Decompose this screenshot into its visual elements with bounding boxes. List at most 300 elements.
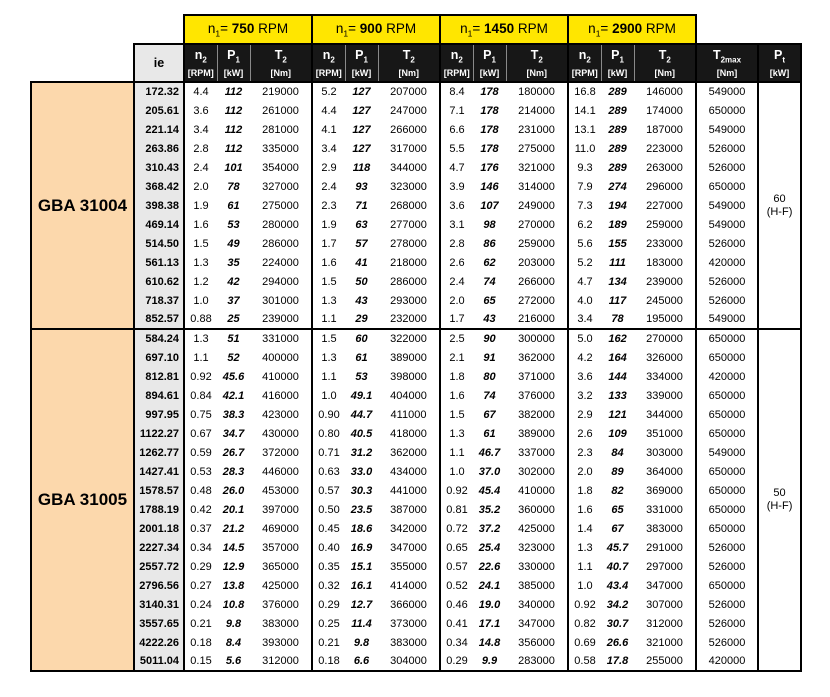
- n2-cell: 8.4: [440, 82, 473, 101]
- t2max-cell: 526000: [696, 158, 758, 177]
- t2-cell: 294000: [250, 272, 312, 291]
- n2-cell: 2.5: [440, 329, 473, 348]
- p1-cell: 84: [601, 443, 634, 462]
- p1-cell: 121: [601, 405, 634, 424]
- n2-cell: 1.1: [312, 310, 345, 329]
- t2-cell: 293000: [378, 291, 440, 310]
- col-header-p1-2900: $P_1$ [kW]: [601, 44, 634, 82]
- table-row: [31, 652, 801, 671]
- t2-cell: 383000: [378, 633, 440, 652]
- col-header-n2-900: $n_2$ [RPM]: [312, 44, 345, 82]
- p1-cell: 78: [217, 177, 250, 196]
- t2-cell: 249000: [506, 196, 568, 215]
- n2-cell: 2.4: [312, 177, 345, 196]
- t2-cell: 322000: [378, 329, 440, 348]
- t2max-cell: 549000: [696, 310, 758, 329]
- n2-cell: 16.8: [568, 82, 601, 101]
- p1-cell: 71: [345, 196, 378, 215]
- t2-cell: 425000: [506, 519, 568, 538]
- t2max-cell: 526000: [696, 595, 758, 614]
- t2-cell: 362000: [378, 443, 440, 462]
- n2-cell: 0.29: [440, 652, 473, 671]
- t2-cell: 372000: [250, 443, 312, 462]
- n2-cell: 0.21: [312, 633, 345, 652]
- table-row: [31, 462, 801, 481]
- p1-cell: 37.0: [473, 462, 506, 481]
- p1-cell: 45.6: [217, 367, 250, 386]
- table-row: [31, 291, 801, 310]
- t2-cell: 469000: [250, 519, 312, 538]
- table-body: [31, 82, 801, 671]
- p1-cell: 26.7: [217, 443, 250, 462]
- n2-cell: 1.6: [440, 386, 473, 405]
- p1-cell: 289: [601, 139, 634, 158]
- ie-ratio-cell: 2557.72: [134, 557, 184, 576]
- ie-ratio-cell: 718.37: [134, 291, 184, 310]
- n2-cell: 1.0: [184, 291, 217, 310]
- t2-cell: 330000: [506, 557, 568, 576]
- t2-cell: 453000: [250, 481, 312, 500]
- n2-cell: 5.2: [568, 253, 601, 272]
- ie-ratio-cell: 2227.34: [134, 538, 184, 557]
- speed-header-1450: $n_1= 1450$ RPM: [440, 15, 568, 44]
- gearbox-rating-table-wrap: [30, 14, 802, 672]
- table-row: [31, 272, 801, 291]
- n2-cell: 7.3: [568, 196, 601, 215]
- n2-cell: 0.92: [440, 481, 473, 500]
- n2-cell: 2.0: [568, 462, 601, 481]
- n2-cell: 0.45: [312, 519, 345, 538]
- spacer-cell: [31, 15, 184, 44]
- table-row: [31, 576, 801, 595]
- t2max-cell: 650000: [696, 329, 758, 348]
- speed-header-row: [31, 15, 801, 44]
- p1-cell: 17.1: [473, 614, 506, 633]
- t2-cell: 385000: [506, 576, 568, 595]
- p1-cell: 61: [473, 424, 506, 443]
- t2-cell: 425000: [250, 576, 312, 595]
- p1-cell: 25.4: [473, 538, 506, 557]
- p1-cell: 111: [601, 253, 634, 272]
- table-row: [31, 367, 801, 386]
- p1-cell: 178: [473, 139, 506, 158]
- table-header: [31, 15, 801, 82]
- t2-cell: 365000: [250, 557, 312, 576]
- p1-cell: 63: [345, 215, 378, 234]
- p1-cell: 43: [345, 291, 378, 310]
- p1-cell: 90: [473, 329, 506, 348]
- t2-cell: 203000: [506, 253, 568, 272]
- n2-cell: 0.34: [184, 538, 217, 557]
- t2max-cell: 549000: [696, 196, 758, 215]
- table-row: [31, 329, 801, 348]
- t2-cell: 335000: [250, 139, 312, 158]
- t2max-cell: 549000: [696, 120, 758, 139]
- t2-cell: 418000: [378, 424, 440, 443]
- p1-cell: 49: [217, 234, 250, 253]
- p1-cell: 178: [473, 82, 506, 101]
- p1-cell: 112: [217, 82, 250, 101]
- n2-cell: 4.2: [568, 348, 601, 367]
- t2max-cell: 526000: [696, 557, 758, 576]
- p1-cell: 53: [345, 367, 378, 386]
- n2-cell: 6.6: [440, 120, 473, 139]
- p1-cell: 194: [601, 196, 634, 215]
- t2-cell: 376000: [250, 595, 312, 614]
- col-header-n2-2900: $n_2$ [RPM]: [568, 44, 601, 82]
- t2-cell: 283000: [506, 652, 568, 671]
- spacer-cell: [31, 44, 134, 82]
- t2-cell: 261000: [250, 101, 312, 120]
- n2-cell: 0.57: [312, 481, 345, 500]
- p1-cell: 74: [473, 272, 506, 291]
- t2-cell: 247000: [378, 101, 440, 120]
- p1-cell: 86: [473, 234, 506, 253]
- p1-cell: 42: [217, 272, 250, 291]
- table-row: [31, 386, 801, 405]
- t2-cell: 297000: [634, 557, 696, 576]
- table-row: [31, 519, 801, 538]
- n2-cell: 5.2: [312, 82, 345, 101]
- n2-cell: 2.3: [568, 443, 601, 462]
- t2-cell: 227000: [634, 196, 696, 215]
- t2-cell: 410000: [250, 367, 312, 386]
- t2-cell: 207000: [378, 82, 440, 101]
- t2max-cell: 526000: [696, 139, 758, 158]
- table-row: [31, 101, 801, 120]
- table-row: [31, 481, 801, 500]
- t2-cell: 369000: [634, 481, 696, 500]
- n2-cell: 2.6: [568, 424, 601, 443]
- t2-cell: 263000: [634, 158, 696, 177]
- col-header-p1-750: $P_1$ [kW]: [217, 44, 250, 82]
- p1-cell: 60: [345, 329, 378, 348]
- n2-cell: 0.48: [184, 481, 217, 500]
- p1-cell: 25: [217, 310, 250, 329]
- ie-ratio-cell: 610.62: [134, 272, 184, 291]
- p1-cell: 49.1: [345, 386, 378, 405]
- ie-ratio-cell: 561.13: [134, 253, 184, 272]
- ie-ratio-cell: 1427.41: [134, 462, 184, 481]
- n2-cell: 1.7: [312, 234, 345, 253]
- t2max-cell: 650000: [696, 101, 758, 120]
- n2-cell: 1.6: [184, 215, 217, 234]
- table-row: [31, 633, 801, 652]
- col-header-ie: ie: [134, 44, 184, 82]
- t2-cell: 259000: [634, 215, 696, 234]
- t2-cell: 233000: [634, 234, 696, 253]
- t2-cell: 321000: [634, 633, 696, 652]
- p1-cell: 40.5: [345, 424, 378, 443]
- ie-ratio-cell: 5011.04: [134, 652, 184, 671]
- speed-header-2900: $n_1= 2900$ RPM: [568, 15, 696, 44]
- t2-cell: 268000: [378, 196, 440, 215]
- n2-cell: 0.53: [184, 462, 217, 481]
- p1-cell: 101: [217, 158, 250, 177]
- n2-cell: 0.29: [184, 557, 217, 576]
- t2-cell: 317000: [378, 139, 440, 158]
- n2-cell: 0.57: [440, 557, 473, 576]
- n2-cell: 1.3: [440, 424, 473, 443]
- n2-cell: 0.18: [312, 652, 345, 671]
- n2-cell: 0.40: [312, 538, 345, 557]
- table-row: [31, 120, 801, 139]
- p1-cell: 127: [345, 139, 378, 158]
- p1-cell: 289: [601, 120, 634, 139]
- t2max-cell: 650000: [696, 405, 758, 424]
- p1-cell: 41: [345, 253, 378, 272]
- t2max-cell: 650000: [696, 386, 758, 405]
- t2-cell: 411000: [378, 405, 440, 424]
- p1-cell: 10.8: [217, 595, 250, 614]
- t2-cell: 187000: [634, 120, 696, 139]
- n2-cell: 2.0: [440, 291, 473, 310]
- p1-cell: 34.7: [217, 424, 250, 443]
- col-header-p1-900: $P_1$ [kW]: [345, 44, 378, 82]
- n2-cell: 6.2: [568, 215, 601, 234]
- t2max-cell: 526000: [696, 234, 758, 253]
- p1-cell: 34.2: [601, 595, 634, 614]
- col-header-n2-750: $n_2$ [RPM]: [184, 44, 217, 82]
- t2-cell: 347000: [506, 614, 568, 633]
- p1-cell: 19.0: [473, 595, 506, 614]
- n2-cell: 0.34: [440, 633, 473, 652]
- t2-cell: 344000: [634, 405, 696, 424]
- p1-cell: 23.5: [345, 500, 378, 519]
- ie-ratio-cell: 1122.27: [134, 424, 184, 443]
- t2-cell: 218000: [378, 253, 440, 272]
- n2-cell: 2.8: [184, 139, 217, 158]
- table-row: [31, 158, 801, 177]
- col-header-t2-750: $T_2$ [Nm]: [250, 44, 312, 82]
- p1-cell: 289: [601, 82, 634, 101]
- table-row: [31, 139, 801, 158]
- t2-cell: 314000: [506, 177, 568, 196]
- n2-cell: 4.4: [184, 82, 217, 101]
- p1-cell: 67: [473, 405, 506, 424]
- p1-cell: 62: [473, 253, 506, 272]
- table-row: [31, 614, 801, 633]
- col-header-p1-1450: $P_1$ [kW]: [473, 44, 506, 82]
- n2-cell: 13.1: [568, 120, 601, 139]
- t2-cell: 281000: [250, 120, 312, 139]
- n2-cell: 0.35: [312, 557, 345, 576]
- n2-cell: 3.6: [440, 196, 473, 215]
- t2-cell: 146000: [634, 82, 696, 101]
- n2-cell: 0.84: [184, 386, 217, 405]
- t2-cell: 223000: [634, 139, 696, 158]
- t2-cell: 383000: [250, 614, 312, 633]
- n2-cell: 0.88: [184, 310, 217, 329]
- n2-cell: 1.3: [312, 348, 345, 367]
- model-label: GBA 31004: [31, 82, 134, 329]
- t2-cell: 389000: [506, 424, 568, 443]
- p1-cell: 26.0: [217, 481, 250, 500]
- n2-cell: 0.46: [440, 595, 473, 614]
- t2-cell: 347000: [378, 538, 440, 557]
- p1-cell: 26.6: [601, 633, 634, 652]
- p1-cell: 12.7: [345, 595, 378, 614]
- t2-cell: 344000: [378, 158, 440, 177]
- n2-cell: 2.0: [184, 177, 217, 196]
- t2-cell: 354000: [250, 158, 312, 177]
- p1-cell: 11.4: [345, 614, 378, 633]
- n2-cell: 4.7: [568, 272, 601, 291]
- p1-cell: 117: [601, 291, 634, 310]
- table-row: [31, 234, 801, 253]
- t2max-cell: 650000: [696, 481, 758, 500]
- t2-cell: 180000: [506, 82, 568, 101]
- t2max-cell: 650000: [696, 177, 758, 196]
- p1-cell: 127: [345, 101, 378, 120]
- p1-cell: 16.1: [345, 576, 378, 595]
- p1-cell: 134: [601, 272, 634, 291]
- t2max-cell: 526000: [696, 272, 758, 291]
- p1-cell: 289: [601, 158, 634, 177]
- pt-cell: 60 (H-F): [758, 82, 801, 329]
- t2-cell: 224000: [250, 253, 312, 272]
- t2-cell: 259000: [506, 234, 568, 253]
- p1-cell: 18.6: [345, 519, 378, 538]
- p1-cell: 98: [473, 215, 506, 234]
- p1-cell: 127: [345, 120, 378, 139]
- t2max-cell: 650000: [696, 348, 758, 367]
- n2-cell: 2.1: [440, 348, 473, 367]
- t2-cell: 183000: [634, 253, 696, 272]
- spacer-cell: [696, 15, 801, 44]
- t2-cell: 393000: [250, 633, 312, 652]
- t2-cell: 434000: [378, 462, 440, 481]
- p1-cell: 6.6: [345, 652, 378, 671]
- p1-cell: 155: [601, 234, 634, 253]
- n2-cell: 0.42: [184, 500, 217, 519]
- n2-cell: 2.4: [184, 158, 217, 177]
- n2-cell: 0.92: [568, 595, 601, 614]
- p1-cell: 9.8: [217, 614, 250, 633]
- n2-cell: 0.18: [184, 633, 217, 652]
- t2max-cell: 526000: [696, 614, 758, 633]
- t2-cell: 301000: [250, 291, 312, 310]
- n2-cell: 1.4: [568, 519, 601, 538]
- t2-cell: 266000: [506, 272, 568, 291]
- n2-cell: 3.4: [184, 120, 217, 139]
- ie-ratio-cell: 3557.65: [134, 614, 184, 633]
- p1-cell: 38.3: [217, 405, 250, 424]
- n2-cell: 5.0: [568, 329, 601, 348]
- n2-cell: 4.7: [440, 158, 473, 177]
- p1-cell: 91: [473, 348, 506, 367]
- t2-cell: 214000: [506, 101, 568, 120]
- ie-ratio-cell: 205.61: [134, 101, 184, 120]
- p1-cell: 43.4: [601, 576, 634, 595]
- p1-cell: 16.9: [345, 538, 378, 557]
- p1-cell: 5.6: [217, 652, 250, 671]
- t2max-cell: 526000: [696, 291, 758, 310]
- p1-cell: 30.3: [345, 481, 378, 500]
- p1-cell: 61: [345, 348, 378, 367]
- t2-cell: 364000: [634, 462, 696, 481]
- n2-cell: 1.0: [568, 576, 601, 595]
- p1-cell: 189: [601, 215, 634, 234]
- p1-cell: 9.9: [473, 652, 506, 671]
- n2-cell: 14.1: [568, 101, 601, 120]
- n2-cell: 0.29: [312, 595, 345, 614]
- t2max-cell: 549000: [696, 215, 758, 234]
- n2-cell: 2.9: [568, 405, 601, 424]
- n2-cell: 1.3: [184, 329, 217, 348]
- t2-cell: 312000: [250, 652, 312, 671]
- n2-cell: 1.0: [440, 462, 473, 481]
- t2-cell: 371000: [506, 367, 568, 386]
- p1-cell: 13.8: [217, 576, 250, 595]
- table-row: [31, 215, 801, 234]
- ie-ratio-cell: 997.95: [134, 405, 184, 424]
- p1-cell: 21.2: [217, 519, 250, 538]
- n2-cell: 1.3: [184, 253, 217, 272]
- table-row: [31, 253, 801, 272]
- t2max-cell: 420000: [696, 652, 758, 671]
- n2-cell: 1.5: [184, 234, 217, 253]
- t2-cell: 272000: [506, 291, 568, 310]
- n2-cell: 1.1: [440, 443, 473, 462]
- n2-cell: 7.9: [568, 177, 601, 196]
- n2-cell: 0.50: [312, 500, 345, 519]
- n2-cell: 1.7: [440, 310, 473, 329]
- table-row: [31, 424, 801, 443]
- n2-cell: 0.90: [312, 405, 345, 424]
- p1-cell: 22.6: [473, 557, 506, 576]
- p1-cell: 42.1: [217, 386, 250, 405]
- t2-cell: 303000: [634, 443, 696, 462]
- p1-cell: 9.8: [345, 633, 378, 652]
- p1-cell: 176: [473, 158, 506, 177]
- ie-ratio-cell: 368.42: [134, 177, 184, 196]
- t2max-cell: 420000: [696, 367, 758, 386]
- n2-cell: 1.5: [440, 405, 473, 424]
- n2-cell: 1.1: [184, 348, 217, 367]
- col-header-t2-2900: $T_2$ [Nm]: [634, 44, 696, 82]
- table-row: [31, 538, 801, 557]
- col-header-pt: $P_t$ [kW]: [758, 44, 801, 82]
- t2-cell: 356000: [506, 633, 568, 652]
- p1-cell: 65: [473, 291, 506, 310]
- t2-cell: 296000: [634, 177, 696, 196]
- ie-ratio-cell: 3140.31: [134, 595, 184, 614]
- p1-cell: 289: [601, 101, 634, 120]
- ie-ratio-cell: 1262.77: [134, 443, 184, 462]
- n2-cell: 2.6: [440, 253, 473, 272]
- n2-cell: 5.5: [440, 139, 473, 158]
- p1-cell: 112: [217, 139, 250, 158]
- t2-cell: 446000: [250, 462, 312, 481]
- t2-cell: 291000: [634, 538, 696, 557]
- table-row: [31, 177, 801, 196]
- n2-cell: 0.25: [312, 614, 345, 633]
- col-header-t2-1450: $T_2$ [Nm]: [506, 44, 568, 82]
- p1-cell: 50: [345, 272, 378, 291]
- p1-cell: 89: [601, 462, 634, 481]
- p1-cell: 44.7: [345, 405, 378, 424]
- t2max-cell: 526000: [696, 633, 758, 652]
- t2-cell: 423000: [250, 405, 312, 424]
- p1-cell: 51: [217, 329, 250, 348]
- p1-cell: 118: [345, 158, 378, 177]
- n2-cell: 0.75: [184, 405, 217, 424]
- p1-cell: 31.2: [345, 443, 378, 462]
- ie-ratio-cell: 2001.18: [134, 519, 184, 538]
- t2-cell: 362000: [506, 348, 568, 367]
- n2-cell: 1.6: [568, 500, 601, 519]
